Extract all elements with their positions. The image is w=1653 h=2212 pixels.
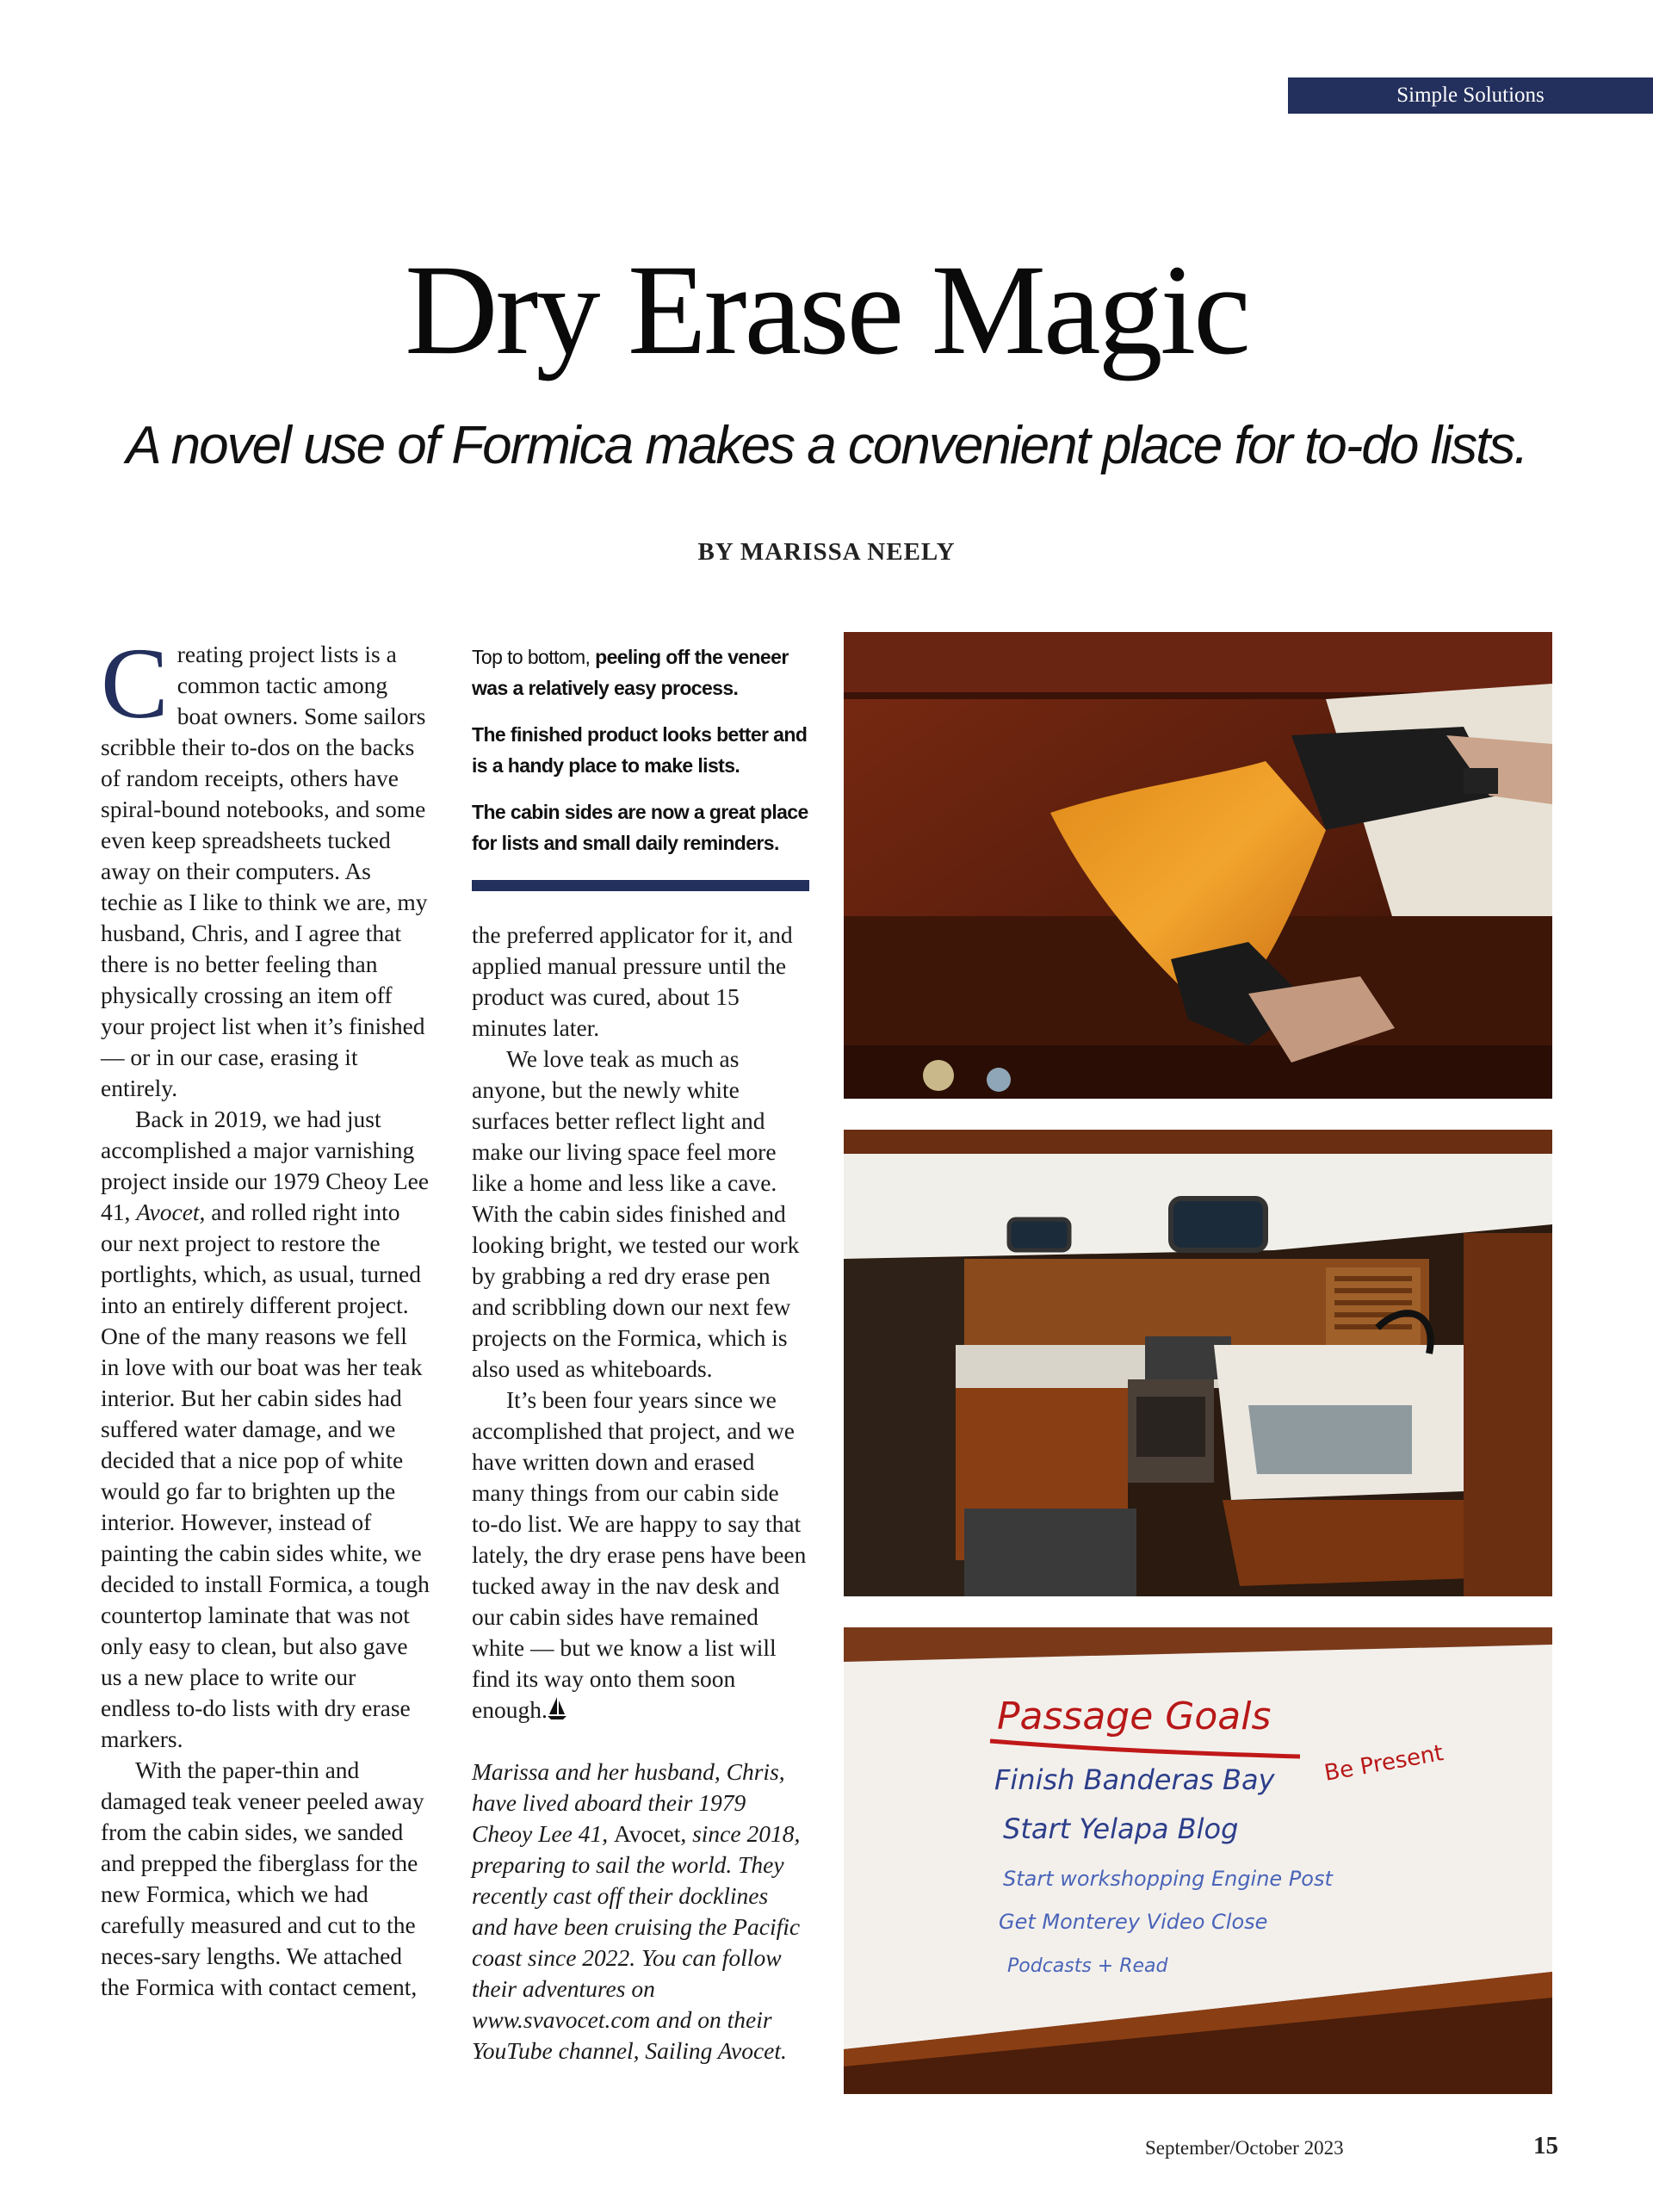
paragraph: the preferred applicator for it, and applied manual pressure until the product was cured, about 15 minutes later. xyxy=(472,921,793,1041)
whiteboard-item: Podcasts + Read xyxy=(1007,1955,1168,1977)
paragraph xyxy=(101,627,431,1104)
boat-name: Avocet, xyxy=(136,1199,206,1225)
byline: BY MARISSA NEELY xyxy=(697,538,956,566)
author-bio xyxy=(472,1757,809,2066)
caption-2: The finished product looks better and is a handy place to make lists. xyxy=(472,723,808,777)
paragraph-text: It’s been four years since we accomplished that project, and we have written down and erased many things from our cabin side to-do list. We are happy to say that lately, the dry erase pens have been tucked away in the nav desk and our cabin sides have remained white — but we know a list will find its way onto them soon enough. xyxy=(472,1386,807,1723)
boat-name: Avocet, xyxy=(613,1820,687,1847)
whiteboard-item: Start Yelapa Blog xyxy=(1003,1812,1239,1845)
caption-lead: Top to bottom, xyxy=(472,646,591,668)
caption-3: The cabin sides are now a great place for lists and small daily reminders. xyxy=(472,801,808,854)
article-column-1 xyxy=(101,627,431,2003)
paragraph-text: Back in 2019, we had just accomplished a major varnishing project inside our 1979 Cheoy Lee 41, xyxy=(101,1106,430,1225)
whiteboard-side-note: Be Present xyxy=(1322,1740,1446,1787)
photo-peeling-veneer xyxy=(844,632,1552,1099)
sailboat-end-icon xyxy=(548,1697,566,1719)
whiteboard-title: Passage Goals xyxy=(997,1695,1272,1738)
bio-text: since 2018, preparing to sail the world. They recently cast off their docklines and have been cruising the Pacific coast since 2022. You can follow their adventures on www.svavocet.com and on their YouTube channel, Sailing Avocet. xyxy=(472,1820,801,2064)
paragraph xyxy=(472,1385,809,1726)
whiteboard-item: Finish Banderas Bay xyxy=(994,1763,1275,1796)
issue-date: September/October 2023 xyxy=(1145,2137,1344,2159)
bio-text: Marissa and her husband, Chris, have lived aboard their 1979 Cheoy Lee 41, xyxy=(472,1758,785,1847)
caption-1 xyxy=(472,641,809,703)
photo-galley-interior xyxy=(844,1130,1552,1596)
paragraph-text: reating project lists is a common tactic among boat owners. Some sailors scribble their to-dos on the backs of random receipts, others have spiral-bound notebooks, and some even keep spreadsheets tucked away on their computers. As techie as I like to think we are, my husband, Chris, and I agree that there is no better feeling than physically crossing an item off your project list when it’s finished — or in our case, erasing it entirely. xyxy=(101,641,428,1101)
paragraph: We love teak as much as anyone, but the newly white surfaces better reflect light and make our living space feel more like a home and less like a cave. With the cabin sides finished and looking bright, we tested our work by grabbing a red dry erase pen and scribbling down our next few projects on the Formica, which is also used as whiteboards. xyxy=(472,1045,800,1382)
drop-cap: C xyxy=(101,627,169,740)
paragraph-text: and rolled right into our next project to restore the portlights, which, as usual, turned into an entirely different project. One of the many reasons we fell in love with our boat was her teak interior. But her cabin sides had suffered water damage, and we decided that a nice pop of white would go far to brighten up the interior. However, instead of painting the cabin sides white, we decided to install Formica, a tough countertop laminate that was not only easy to clean, but also gave us a new place to write our endless to-do lists with dry erase markers. xyxy=(101,1199,430,1752)
page-number: 15 xyxy=(1533,2132,1558,2159)
section-label: Simple Solutions xyxy=(1288,77,1653,114)
deck-subtitle: A novel use of Formica makes a convenient place for to-do lists. xyxy=(126,416,1527,475)
caption-divider xyxy=(472,880,809,891)
article-column-2 xyxy=(472,920,809,2066)
whiteboard-item: Start workshopping Engine Post xyxy=(1003,1867,1333,1891)
paragraph xyxy=(101,1104,431,1755)
headline: Dry Erase Magic xyxy=(405,239,1248,381)
whiteboard-item: Get Monterey Video Close xyxy=(999,1910,1268,1934)
photo-captions xyxy=(472,641,809,874)
photo-whiteboard-list xyxy=(844,1627,1552,2094)
paragraph: With the paper-thin and damaged teak veneer peeled away from the cabin sides, we sanded and prepped the fiberglass for the new Formica, which we had carefully measured and cut to the neces-sary lengths. We attached the Formica with contact cement, xyxy=(101,1757,424,2000)
caption-text: peeling off the veneer was a relatively easy process. xyxy=(472,646,789,699)
